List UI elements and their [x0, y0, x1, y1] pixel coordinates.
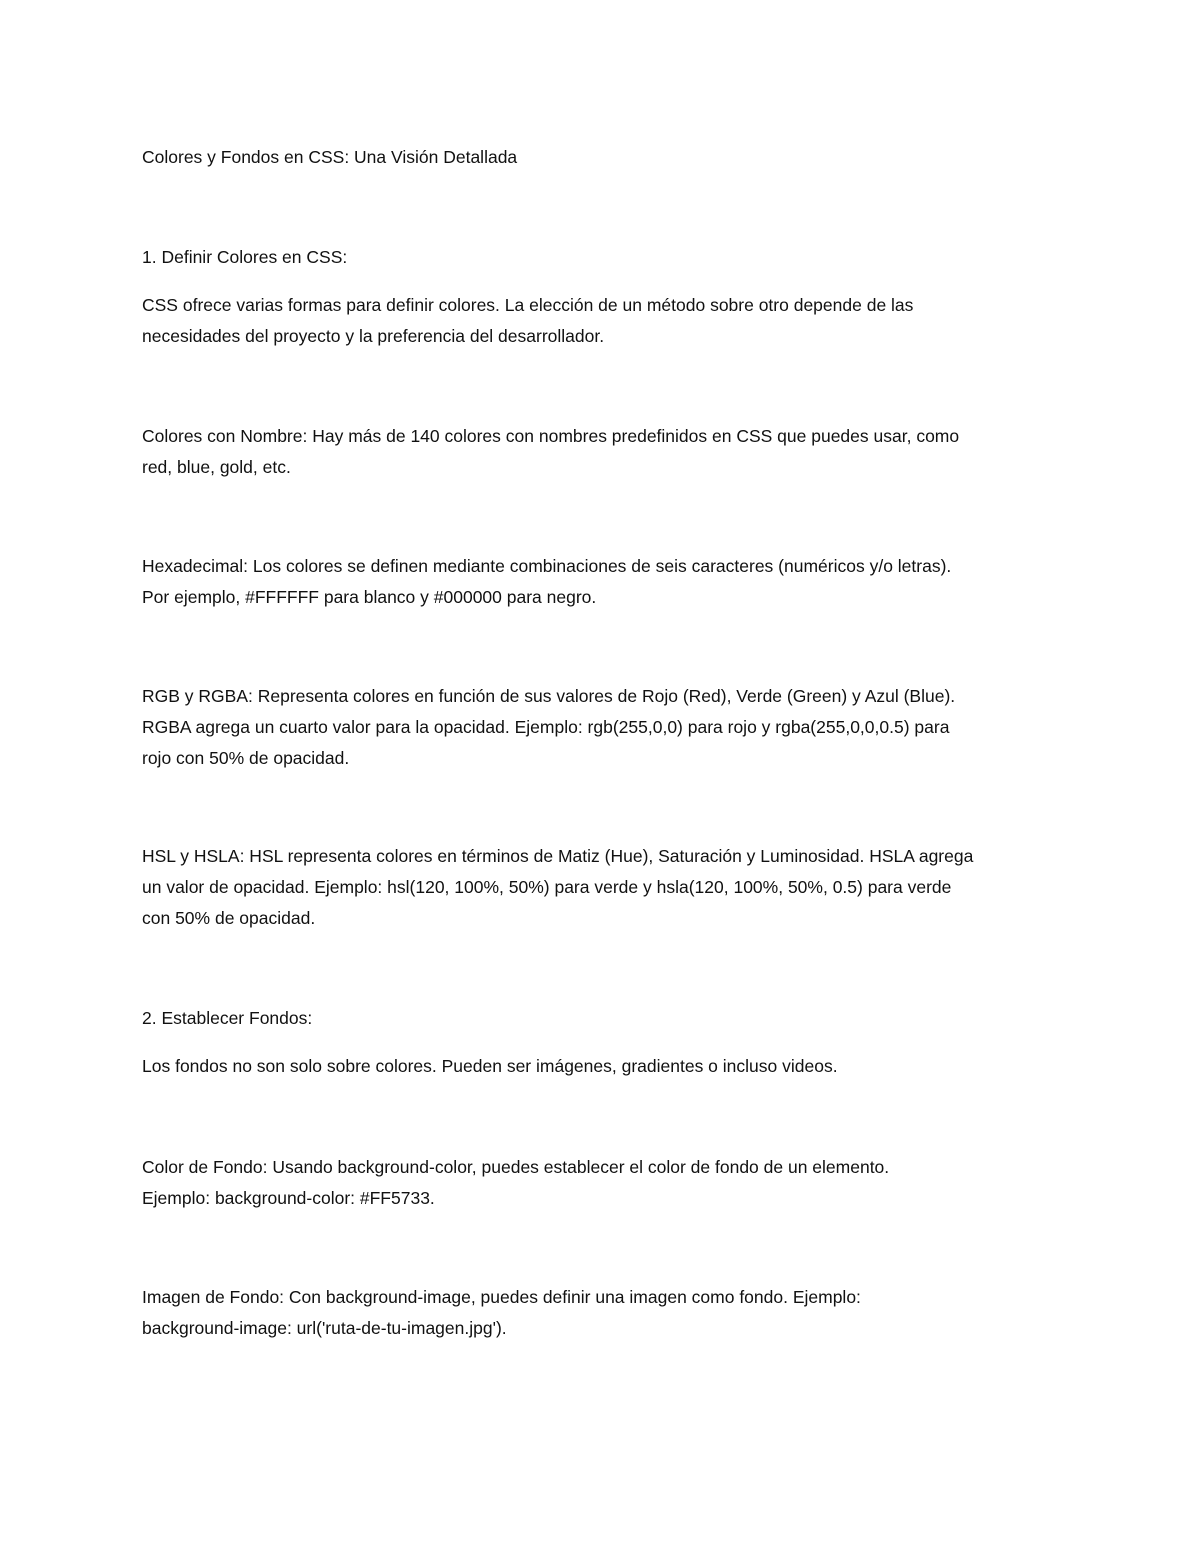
paragraph-hexadecimal [142, 551, 1052, 613]
document-title-text: Colores y Fondos en CSS: Una Visión Detallada [142, 147, 518, 167]
section-heading-define-colors [142, 242, 1052, 273]
paragraph-line: background-image: url('ruta-de-tu-imagen.jpg'). [142, 1318, 507, 1338]
paragraph-line: RGBA agrega un cuarto valor para la opacidad. Ejemplo: rgb(255,0,0) para rojo y rgba(255,0,0,0.5) para [142, 717, 950, 737]
paragraph-line: Por ejemplo, #FFFFFF para blanco y #000000 para negro. [142, 587, 597, 607]
paragraph-background-image [142, 1282, 1052, 1344]
section-heading-backgrounds-text: 2. Establecer Fondos: [142, 1008, 313, 1028]
section-heading-backgrounds [142, 1003, 1052, 1034]
paragraph-named-colors [142, 421, 1052, 483]
paragraph-line: un valor de opacidad. Ejemplo: hsl(120, 100%, 50%) para verde y hsla(120, 100%, 50%, 0.5) para verde [142, 877, 952, 897]
paragraph-line: red, blue, gold, etc. [142, 457, 291, 477]
paragraph-line: con 50% de opacidad. [142, 908, 316, 928]
paragraph-line: Imagen de Fondo: Con background-image, puedes definir una imagen como fondo. Ejemplo: [142, 1287, 861, 1307]
paragraph-line: Colores con Nombre: Hay más de 140 colores con nombres predefinidos en CSS que puedes usar, como [142, 426, 960, 446]
paragraph-line: Color de Fondo: Usando background-color, puedes establecer el color de fondo de un elemento. [142, 1157, 890, 1177]
paragraph-line: CSS ofrece varias formas para definir colores. La elección de un método sobre otro depende de las [142, 295, 914, 315]
paragraph-line: Los fondos no son solo sobre colores. Pueden ser imágenes, gradientes o incluso videos. [142, 1056, 838, 1076]
paragraph-background-color [142, 1152, 1052, 1214]
paragraph-line: HSL y HSLA: HSL representa colores en términos de Matiz (Hue), Saturación y Luminosidad. HSLA agrega [142, 846, 974, 866]
paragraph-backgrounds-intro [142, 1051, 1052, 1082]
paragraph-line: Ejemplo: background-color: #FF5733. [142, 1188, 435, 1208]
paragraph-rgb [142, 681, 1052, 774]
paragraph-line: Hexadecimal: Los colores se definen mediante combinaciones de seis caracteres (numéricos y/o letras). [142, 556, 952, 576]
paragraph-line: necesidades del proyecto y la preferencia del desarrollador. [142, 326, 605, 346]
document-title [142, 142, 1052, 173]
section-heading-define-colors-text: 1. Definir Colores en CSS: [142, 247, 348, 267]
paragraph-line: rojo con 50% de opacidad. [142, 748, 350, 768]
paragraph-line: RGB y RGBA: Representa colores en función de sus valores de Rojo (Red), Verde (Green) y Azul (Blue). [142, 686, 956, 706]
paragraph-intro [142, 290, 1052, 352]
paragraph-hsl [142, 841, 1052, 934]
